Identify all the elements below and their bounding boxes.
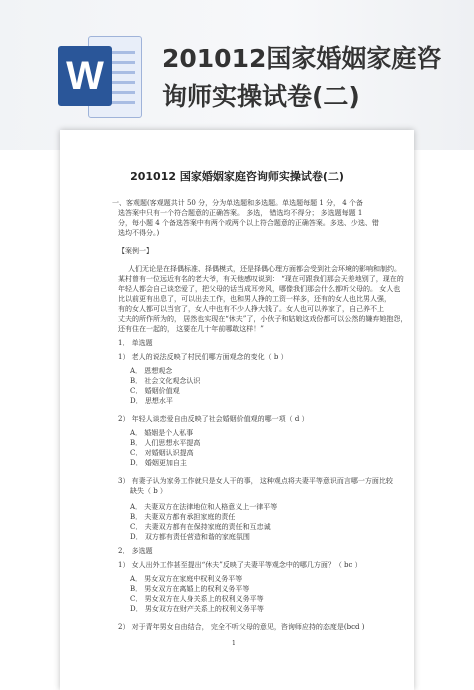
document-title-line-2: 询师实操试卷(二)	[162, 82, 360, 111]
question-option: B． 夫妻双方都有承担家庭的责任	[130, 513, 236, 521]
question-option: A． 婚姻是个人私事	[130, 429, 194, 437]
question-option: D． 婚姻更加自主	[130, 459, 187, 467]
case-line: 年轻人都会自己谈恋爱了，把父母的话当成耳旁风，哪像我们那会什么都听父母的。 女人也	[118, 285, 401, 293]
question-option: D． 双方都有责任营造和谐的家庭氛围	[130, 533, 250, 541]
case-line: 人们无论是在择偶标准、择偶模式，还是择偶心理方面都会受到社会环境的影响和制约。	[128, 265, 401, 273]
question-option: D． 思想水平	[130, 397, 173, 405]
question-stem: 1） 女人出外工作甚至提出“休夫”反映了夫妻平等观念中的哪几方面？（ bc ）	[118, 561, 362, 569]
intro-line: 选答案中只有一个符合题意的正确答案。 多选， 错选均不得分； 多选题每题 1	[118, 209, 363, 217]
case-line: 某村曾有一位远近有名的老大爷，有天他感叹说到： “现在可跟我们那会天差地别了，现在的	[118, 275, 404, 283]
question-stem: 2） 对于青年男女自由结合， 完全不听父母的意见，咨询师应持的态度是(bcd )	[118, 623, 365, 631]
section-label-multiple-choice: 2． 多选题	[118, 547, 153, 555]
question-stem: 3） 有妻子认为家务工作就只是女人干的事， 这种观点将夫妻平等意识而言哪一方面比较	[118, 477, 393, 485]
intro-line: 一、客观题(客观题共计 50 分，分为单选题和多选题。单选题每题 1 分， 4 个备	[112, 199, 363, 207]
case-line: 有的女人都可以当官了，女人中也有不少人挣大钱了。女人也可以养家了，自己养不上	[118, 305, 384, 313]
intro-line: 分，每小题 4 个备选答案中有两个或两个以上符合题意的正确答案。多选、少选、错	[118, 219, 379, 227]
page-number: 1	[232, 640, 236, 647]
question-option: C． 夫妻双方都有在保持家庭的责任和互忠诚	[130, 523, 271, 531]
case-label: 【案例一】	[118, 247, 153, 255]
header-banner	[0, 0, 474, 150]
question-option: C． 婚姻价值观	[130, 387, 180, 395]
question-stem: 1） 老人的说法反映了村民们哪方面观念的变化（ b ）	[118, 353, 288, 361]
section-label-single-choice: 1． 单选题	[118, 339, 153, 347]
question-option: A． 夫妻双方在法律地位和人格意义上一律平等	[130, 503, 278, 511]
question-option: A． 男女双方在家庭中权利义务平等	[130, 575, 243, 583]
paper-title: 201012 国家婚姻家庭咨询师实操试卷(二)	[130, 170, 344, 183]
case-line: 还有住在一起的， 这要在几十年前哪敢这样！”	[118, 325, 264, 333]
word-letter-badge: W	[58, 46, 112, 106]
word-icon	[58, 36, 142, 116]
question-option: C． 男女双方在人身关系上的权利义务平等	[130, 595, 264, 603]
question-option: C． 对婚姻认识提高	[130, 449, 194, 457]
question-option: B． 人们思想水平提高	[130, 439, 201, 447]
document-title-line-1: 201012国家婚姻家庭咨	[162, 44, 442, 73]
document-title	[162, 40, 462, 116]
question-option: B． 社会文化观念认识	[130, 377, 201, 385]
question-stem: 2） 年轻人谈恋爱自由反映了社会婚姻价值观的哪一项（ d ）	[118, 415, 309, 423]
question-option: A． 恩想观念	[130, 367, 173, 375]
case-line: 比以前更有出息了，可以出去工作，也和男人挣的工资一样多，还有的女人也比男人强，	[118, 295, 391, 303]
question-stem: 缺失（ b ）	[130, 487, 167, 495]
case-line: 丈夫的所作所为的， 居然也实现在“休夫”了，小伙子和姑娘这戏份都可以公然的嫌弃她抱怨，	[118, 315, 408, 323]
intro-line: 选均不得分。)	[118, 229, 160, 237]
question-option: B． 男女双方在离婚上的权利义务平等	[130, 585, 250, 593]
question-option: D． 男女双方在财产关系上的权利义务平等	[130, 605, 264, 613]
document-page	[60, 130, 414, 690]
